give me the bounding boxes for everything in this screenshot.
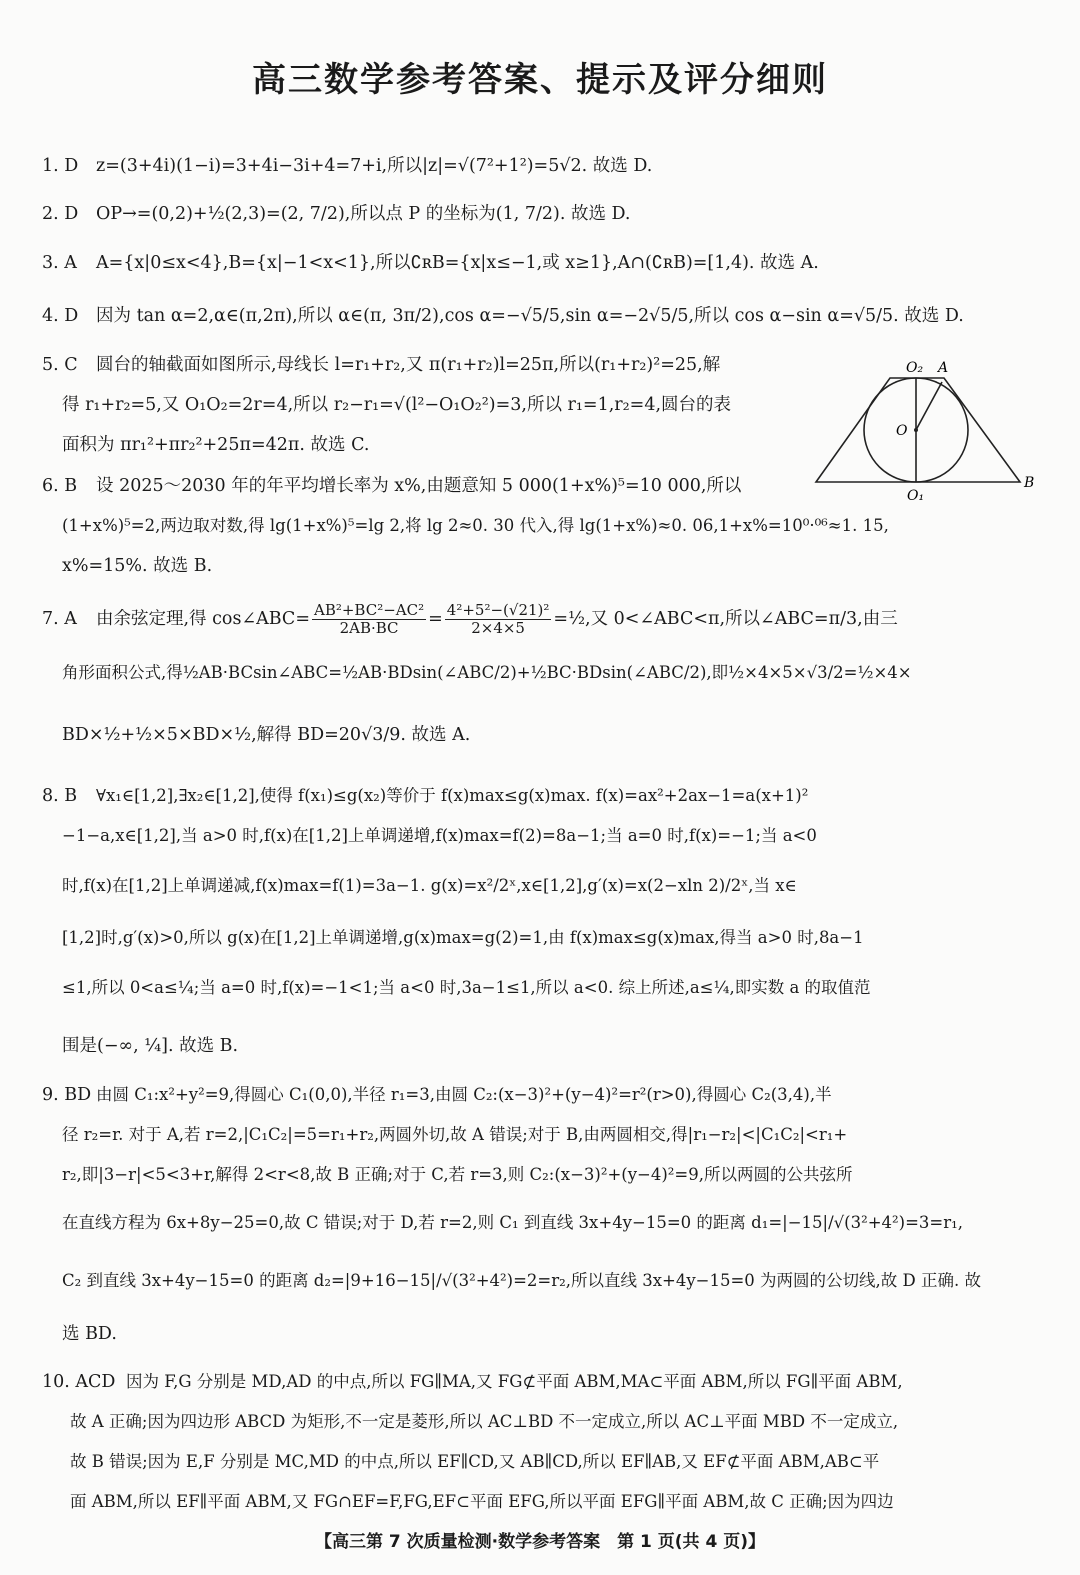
answer-q8 bbox=[42, 776, 1038, 1076]
cosine-rule-fraction: $\frac{\text{AB²+BC²−AC²}}{2AB\cdot BC}$ bbox=[313, 601, 425, 637]
answer-q4 bbox=[42, 296, 1038, 336]
label-o2: O₂ bbox=[906, 360, 924, 376]
page-title: 高三数学参考答案、提示及评分细则 bbox=[252, 60, 828, 100]
q8-line: ∀x₁∈[1,2],∃x₂∈[1,2],使得 f(x₁)≤g(x₂)等价于 f(x)max≤g(x)max. f(x)=ax²+2ax−1=a(x+1)² bbox=[96, 786, 809, 805]
answer-q1 bbox=[42, 146, 1038, 186]
q2-number: 2. D bbox=[42, 204, 79, 224]
q9-number: 9. BD bbox=[42, 1085, 92, 1105]
q6-number: 6. B bbox=[42, 476, 78, 496]
q4-number: 4. D bbox=[42, 306, 79, 326]
answer-q7: 7. A 由余弦定理,得 cos∠ABC= $\frac{\text{AB²+BC²−AC²}}{2AB\cdot BC}$ = $\frac{\text{4²+5²−(√21)²}}{2\times 4\times 5}$ =½,又 0<∠ABC<π,所以∠ABC=π/3,由三 角形面积公式,得½AB·BCsin∠ABC=½AB·BDsin(∠ABC/2)+½BC·BDsin(∠ABC/2),即½×4×5×√3/2=½×4× BD×½+½×5×BD×½,解得 BD=20√3/9. 故选 A. bbox=[42, 596, 1038, 766]
q9-line: r₂,即|3−r|<5<3+r,解得 2<r<8,故 B 正确;对于 C,若 r=3,则 C₂:(x−3)²+(y−4)²=9,所以两圆的公共弦所 bbox=[62, 1165, 853, 1184]
answer-q2 bbox=[42, 194, 1038, 234]
label-b: B bbox=[1024, 475, 1035, 491]
q8-number: 8. B bbox=[42, 786, 78, 806]
q3-text: A={x|0≤x<4},B={x|−1<x<1},所以∁ʀB={x|x≤−1,或 x≥1},A∩(∁ʀB)=[1,4). 故选 A. bbox=[96, 253, 819, 273]
q9-line: 径 r₂=r. 对于 A,若 r=2,|C₁C₂|=5=r₁+r₂,两圆外切,故 A 错误;对于 B,由两圆相交,得|r₁−r₂|<|C₁C₂|<r₁+ bbox=[62, 1125, 848, 1144]
answer-q10 bbox=[42, 1362, 1038, 1522]
center-point bbox=[914, 428, 918, 432]
q9-line: 由圆 C₁:x²+y²=9,得圆心 C₁(0,0),半径 r₁=3,由圆 C₂:(x−3)²+(y−4)²=r²(r>0),得圆心 C₂(3,4),半 bbox=[96, 1085, 832, 1104]
q8-line: 围是(−∞, ¼]. 故选 B. bbox=[62, 1036, 239, 1056]
q6-line: (1+x%)⁵=2,两边取对数,得 lg(1+x%)⁵=lg 2,将 lg 2≈0. 30 代入,得 lg(1+x%)≈0. 06,1+x%=10⁰·⁰⁶≈1. 15, bbox=[62, 516, 889, 535]
q7-text: =½,又 0<∠ABC<π,所以∠ABC=π/3,由三 bbox=[553, 609, 898, 629]
label-a: A bbox=[938, 360, 949, 376]
q8-line: 时,f(x)在[1,2]上单调递减,f(x)max=f(1)=3a−1. g(x)=x²/2ˣ,x∈[1,2],g′(x)=x(2−xln 2)/2ˣ,当 x∈ bbox=[62, 876, 797, 895]
q5-line: 得 r₁+r₂=5,又 O₁O₂=2r=4,所以 r₂−r₁=√(l²−O₁O₂²)=3,所以 r₁=1,r₂=4,圆台的表 bbox=[62, 395, 732, 415]
radius-line bbox=[916, 382, 942, 430]
label-o: O bbox=[896, 423, 908, 439]
q5-number: 5. C bbox=[42, 355, 78, 375]
q9-line: 在直线方程为 6x+8y−25=0,故 C 错误;对于 D,若 r=2,则 C₁ 到直线 3x+4y−15=0 的距离 d₁=|−15|/√(3²+4²)=3=r₁, bbox=[62, 1213, 963, 1232]
answer-q3 bbox=[42, 243, 1038, 283]
q9-line: C₂ 到直线 3x+4y−15=0 的距离 d₂=|9+16−15|/√(3²+4²)=2=r₂,所以直线 3x+4y−15=0 为两圆的公切线,故 D 正确. 故 bbox=[62, 1271, 981, 1290]
q10-line: 故 A 正确;因为四边形 ABCD 为矩形,不一定是菱形,所以 AC⊥BD 不一定成立,所以 AC⊥平面 MBD 不一定成立, bbox=[70, 1412, 899, 1431]
label-o1: O₁ bbox=[907, 488, 925, 504]
answer-q5 bbox=[42, 345, 790, 465]
q5-line: 圆台的轴截面如图所示,母线长 l=r₁+r₂,又 π(r₁+r₂)l=25π,所以(r₁+r₂)²=25,解 bbox=[96, 355, 721, 375]
substituted-fraction: $\frac{\text{4²+5²−(√21)²}}{2\times 4\times 5}$ bbox=[446, 601, 550, 637]
q1-text: z=(3+4i)(1−i)=3+4i−3i+4=7+i,所以|z|=√(7²+1²)=5√2. 故选 D. bbox=[96, 156, 653, 176]
q10-line: 因为 F,G 分别是 MD,AD 的中点,所以 FG∥MA,又 FG⊄平面 ABM,MA⊂平面 ABM,所以 FG∥平面 ABM, bbox=[126, 1372, 903, 1391]
q6-line: x%=15%. 故选 B. bbox=[62, 556, 213, 576]
q9-line: 选 BD. bbox=[62, 1324, 117, 1344]
q1-number: 1. D bbox=[42, 156, 79, 176]
q8-line: −1−a,x∈[1,2],当 a>0 时,f(x)在[1,2]上单调递增,f(x)max=f(2)=8a−1;当 a=0 时,f(x)=−1;当 a<0 bbox=[62, 826, 817, 845]
page-footer: 【高三第 7 次质量检测·数学参考答案 第 1 页(共 4 页)】 bbox=[315, 1532, 765, 1552]
q10-line: 面 ABM,所以 EF∥平面 ABM,又 FG∩EF=F,FG,EF⊂平面 EFG,所以平面 EFG∥平面 ABM,故 C 正确;因为四边 bbox=[70, 1492, 894, 1511]
q10-number: 10. ACD bbox=[42, 1372, 116, 1392]
answer-q9 bbox=[42, 1075, 1038, 1357]
q8-line: ≤1,所以 0<a≤¼;当 a=0 时,f(x)=−1<1;当 a<0 时,3a−1≤1,所以 a<0. 综上所述,a≤¼,即实数 a 的取值范 bbox=[62, 978, 871, 997]
answer-q6 bbox=[42, 466, 1038, 586]
q7-line: BD×½+½×5×BD×½,解得 BD=20√3/9. 故选 A. bbox=[62, 725, 471, 745]
q6-line: 设 2025～2030 年的年平均增长率为 x%,由题意知 5 000(1+x%)⁵=10 000,所以 bbox=[96, 476, 742, 496]
q7-text: 由余弦定理,得 cos∠ABC= bbox=[96, 609, 310, 629]
q7-number: 7. A bbox=[42, 609, 77, 629]
q4-text: 因为 tan α=2,α∈(π,2π),所以 α∈(π, 3π/2),cos α=−√5/5,sin α=−2√5/5,所以 cos α−sin α=√5/5. 故选 D. bbox=[96, 306, 964, 326]
q5-line: 面积为 πr₁²+πr₂²+25π=42π. 故选 C. bbox=[62, 435, 370, 455]
q10-line: 故 B 错误;因为 E,F 分别是 MC,MD 的中点,所以 EF∥CD,又 AB∥CD,所以 EF∥AB,又 EF⊄平面 ABM,AB⊂平 bbox=[70, 1452, 880, 1471]
q3-number: 3. A bbox=[42, 253, 77, 273]
q7-line: 角形面积公式,得½AB·BCsin∠ABC=½AB·BDsin(∠ABC/2)+½BC·BDsin(∠ABC/2),即½×4×5×√3/2=½×4× bbox=[62, 663, 912, 682]
q2-text: OP→=(0,2)+½(2,3)=(2, 7/2),所以点 P 的坐标为(1, 7/2). 故选 D. bbox=[96, 204, 631, 224]
q8-line: [1,2]时,g′(x)>0,所以 g(x)在[1,2]上单调递增,g(x)max=g(2)=1,由 f(x)max≤g(x)max,得当 a>0 时,8a−1 bbox=[62, 928, 864, 947]
